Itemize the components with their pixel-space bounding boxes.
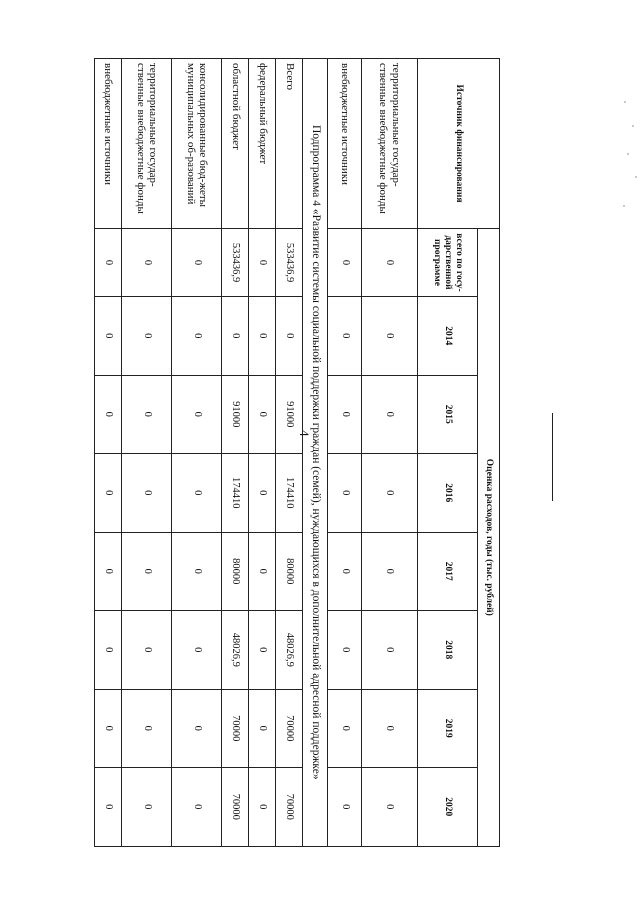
table-cell: 0 xyxy=(328,454,361,533)
subprogram-title: Подпрограмма 4 «Развитие системы социальной поддержки граждан (семей), нуждающихся в дополнительной адресной поддержке» xyxy=(303,59,328,847)
row-label: Всего xyxy=(276,59,303,229)
table-cell: 0 xyxy=(249,297,276,376)
row-label: федеральный бюджет xyxy=(249,59,276,229)
table-cell: 0 xyxy=(249,768,276,847)
header-year: 2018 xyxy=(418,611,478,690)
table-cell: 0 xyxy=(122,454,172,533)
table-cell: 0 xyxy=(361,768,417,847)
table-cell: 0 xyxy=(328,689,361,768)
table-cell: 0 xyxy=(361,375,417,454)
table-cell: 0 xyxy=(95,375,122,454)
table-cell: 0 xyxy=(249,611,276,690)
header-year: 2017 xyxy=(418,532,478,611)
table-cell: 174410 xyxy=(222,454,249,533)
row-label: внебюджетные источники xyxy=(95,59,122,229)
table-cell: 0 xyxy=(276,297,303,376)
table-cell: 0 xyxy=(361,454,417,533)
table-cell: 0 xyxy=(172,532,222,611)
table-cell: 533436,9 xyxy=(222,229,249,297)
header-year: 2014 xyxy=(418,297,478,376)
table-cell: 0 xyxy=(328,229,361,297)
header-source: Источник финансирования xyxy=(418,59,500,229)
table-cell: 0 xyxy=(328,297,361,376)
table-row xyxy=(249,59,276,847)
table-row xyxy=(361,59,417,847)
table-cell: 0 xyxy=(122,229,172,297)
table-cell: 0 xyxy=(361,297,417,376)
table-row xyxy=(95,59,122,847)
table-cell: 0 xyxy=(122,689,172,768)
page-number: 4 xyxy=(297,430,312,437)
table-cell: 0 xyxy=(172,229,222,297)
table-cell: 0 xyxy=(361,532,417,611)
financing-table xyxy=(94,58,500,847)
table-cell: 0 xyxy=(328,611,361,690)
table-cell: 0 xyxy=(172,454,222,533)
table-cell: 80000 xyxy=(276,532,303,611)
table-cell: 0 xyxy=(172,611,222,690)
table-body-top xyxy=(328,59,418,847)
table-cell: 0 xyxy=(361,689,417,768)
header-year: 2016 xyxy=(418,454,478,533)
table-cell: 80000 xyxy=(222,532,249,611)
table-cell: 0 xyxy=(172,297,222,376)
table-body-subprogram xyxy=(95,59,303,847)
financing-table-rotated xyxy=(94,58,500,846)
table-cell: 0 xyxy=(122,532,172,611)
table-row xyxy=(122,59,172,847)
table-cell: 91000 xyxy=(222,375,249,454)
table-cell: 0 xyxy=(95,229,122,297)
table-cell: 70000 xyxy=(222,768,249,847)
header-year: 2019 xyxy=(418,689,478,768)
table-row xyxy=(222,59,249,847)
table-cell: 0 xyxy=(328,768,361,847)
table-cell: 0 xyxy=(249,454,276,533)
row-label: внебюджетные источники xyxy=(328,59,361,229)
table-cell: 0 xyxy=(249,689,276,768)
table-row xyxy=(276,59,303,847)
table-cell: 0 xyxy=(122,297,172,376)
row-label: областной бюджет xyxy=(222,59,249,229)
row-label: территориальные государ-ственные внебюджетные фонды xyxy=(361,59,417,229)
table-cell: 0 xyxy=(122,375,172,454)
table-cell: 0 xyxy=(95,454,122,533)
table-cell: 533436,9 xyxy=(276,229,303,297)
header-total: всего по госу-дарственной программе xyxy=(418,229,478,297)
table-cell: 0 xyxy=(172,768,222,847)
table-cell: 0 xyxy=(172,689,222,768)
table-cell: 0 xyxy=(172,375,222,454)
table-cell: 0 xyxy=(328,375,361,454)
table-cell: 70000 xyxy=(222,689,249,768)
table-cell: 0 xyxy=(122,611,172,690)
table-cell: 0 xyxy=(361,229,417,297)
table-cell: 0 xyxy=(249,229,276,297)
row-label: территориальные государ-ственные внебюджетные фонды xyxy=(122,59,172,229)
header-year: 2020 xyxy=(418,768,478,847)
row-label: консолидированные бюд-жеты муниципальных об-разований xyxy=(172,59,222,229)
table-cell: 48026,9 xyxy=(276,611,303,690)
table-cell: 0 xyxy=(95,768,122,847)
table-cell: 0 xyxy=(95,532,122,611)
table-cell: 0 xyxy=(361,611,417,690)
header-cost-estimate: Оценка расходов, годы (тыс. рублей) xyxy=(478,229,500,847)
table-row xyxy=(328,59,361,847)
table-cell: 0 xyxy=(249,532,276,611)
table-cell: 0 xyxy=(95,297,122,376)
scan-noise xyxy=(620,95,640,235)
table-cell: 0 xyxy=(222,297,249,376)
table-cell: 0 xyxy=(95,611,122,690)
footnote-separator xyxy=(552,413,553,501)
table-cell: 174410 xyxy=(276,454,303,533)
table-row xyxy=(172,59,222,847)
table-cell: 70000 xyxy=(276,768,303,847)
table-cell: 0 xyxy=(328,532,361,611)
header-year: 2015 xyxy=(418,375,478,454)
table-cell: 91000 xyxy=(276,375,303,454)
table-cell: 48026,9 xyxy=(222,611,249,690)
table-cell: 0 xyxy=(95,689,122,768)
table-cell: 0 xyxy=(249,375,276,454)
table-cell: 0 xyxy=(122,768,172,847)
table-cell: 70000 xyxy=(276,689,303,768)
